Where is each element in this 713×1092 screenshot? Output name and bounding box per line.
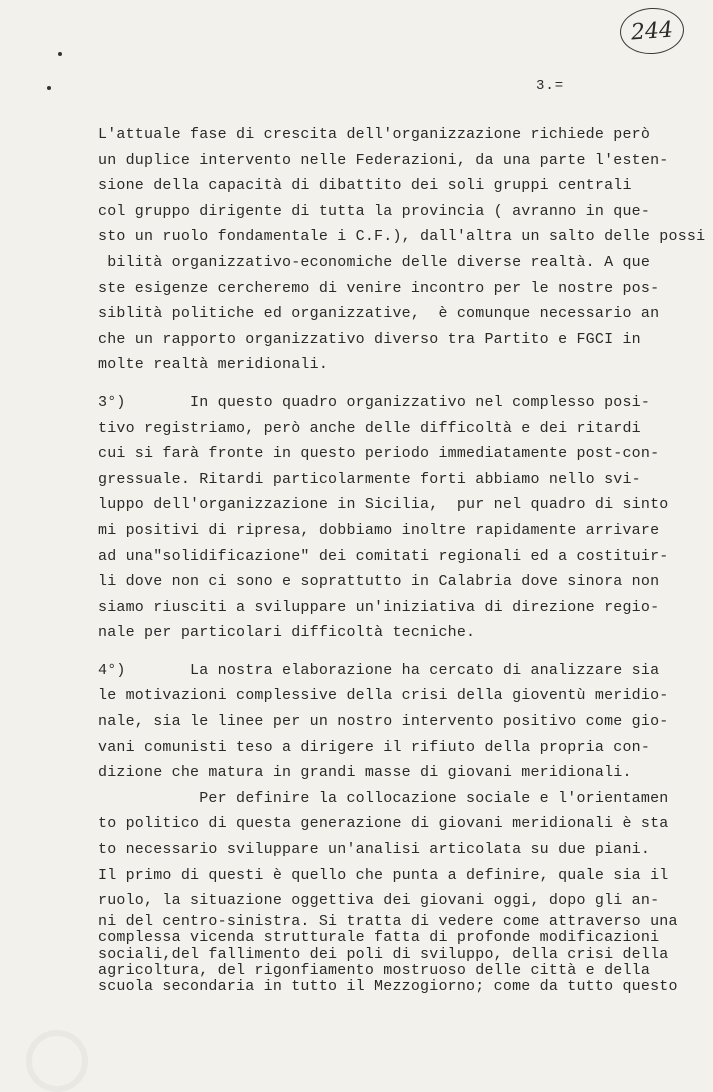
text-line: col gruppo dirigente di tutta la provincia ( avranno in que- (98, 202, 651, 220)
text-line: to necessario sviluppare un'analisi articolata su due piani. (98, 841, 651, 859)
document-text (98, 122, 706, 996)
text-line: ruolo, la situazione oggettiva dei giovani oggi, dopo gli an- (98, 892, 660, 910)
text-line: ad una"solidificazione" dei comitati regionali ed a costituir- (98, 547, 669, 565)
text-line: dizione che matura in grandi masse di giovani meridionali. (98, 764, 632, 782)
text-line: che un rapporto organizzativo diverso tra Partito e FGCI in (98, 330, 641, 348)
text-line: 4°) La nostra elaborazione ha cercato di analizzare sia (98, 661, 660, 679)
text-line: sociali,del fallimento dei poli di sviluppo, della crisi della (98, 945, 669, 963)
archive-watermark-circle (26, 1030, 88, 1092)
text-line: mi positivi di ripresa, dobbiamo inoltre rapidamente arrivare (98, 521, 660, 539)
text-line: un duplice intervento nelle Federazioni, da una parte l'esten- (98, 151, 669, 169)
paragraph-3 (98, 658, 669, 914)
text-line: complessa vicenda strutturale fatta di profonde modificazioni (98, 929, 660, 947)
text-line: vani comunisti teso a dirigere il rifiuto della propria con- (98, 738, 651, 756)
text-line: ni del centro-sinistra. Si tratta di vedere come attraverso una (98, 912, 678, 930)
text-line: sto un ruolo fondamentale i C.F.), dall'altra un salto delle possi (98, 228, 706, 246)
text-line: li dove non ci sono e soprattutto in Calabria dove sinora non (98, 573, 660, 591)
page-number: 3.= (536, 78, 565, 94)
text-line: nale, sia le linee per un nostro intervento positivo come gio- (98, 713, 669, 731)
punch-mark-bottom (47, 86, 51, 90)
text-line: gressuale. Ritardi particolarmente forti abbiamo nello svi- (98, 470, 641, 488)
text-line: luppo dell'organizzazione in Sicilia, pur nel quadro di sinto (98, 496, 669, 514)
text-line: 3°) In questo quadro organizzativo nel complesso posi- (98, 393, 651, 411)
paragraph-4 (98, 912, 678, 996)
paragraph-2 (98, 390, 669, 646)
paragraph-gap (98, 378, 658, 390)
text-line: ste esigenze cercheremo di venire incontro per le nostre pos- (98, 279, 660, 297)
text-line: L'attuale fase di crescita dell'organizzazione richiede però (98, 126, 651, 143)
text-line: scuola secondaria in tutto il Mezzogiorno; come da tutto questo (98, 978, 678, 996)
text-line: Per definire la collocazione sociale e l'orientamen (98, 789, 669, 807)
text-line: sione della capacità di dibattito dei soli gruppi centrali (98, 177, 632, 195)
punch-mark-top (58, 52, 62, 56)
text-line: siblità politiche ed organizzative, è comunque necessario an (98, 305, 660, 323)
text-line: le motivazioni complessive della crisi della gioventù meridio- (98, 687, 669, 705)
text-line: agricoltura, del rigonfiamento mostruoso delle città e della (98, 961, 651, 979)
paragraph-1 (98, 122, 706, 378)
paragraph-gap (98, 646, 658, 658)
text-line: siamo riusciti a sviluppare un'iniziativa di direzione regio- (98, 598, 660, 616)
text-line: tivo registriamo, però anche delle difficoltà e dei ritardi (98, 419, 641, 437)
text-line: to politico di questa generazione di giovani meridionali è sta (98, 815, 669, 833)
text-line: nale per particolari difficoltà tecniche. (98, 624, 476, 642)
text-line: bilità organizzativo-economiche delle diverse realtà. A que (98, 253, 651, 271)
text-line: Il primo di questi è quello che punta a definire, quale sia il (98, 866, 669, 884)
text-line: cui si farà fronte in questo periodo immediatamente post-con- (98, 445, 660, 463)
archive-number: 244 (630, 17, 674, 45)
text-line: molte realtà meridionali. (98, 356, 329, 374)
archive-number-stamp (618, 6, 685, 56)
